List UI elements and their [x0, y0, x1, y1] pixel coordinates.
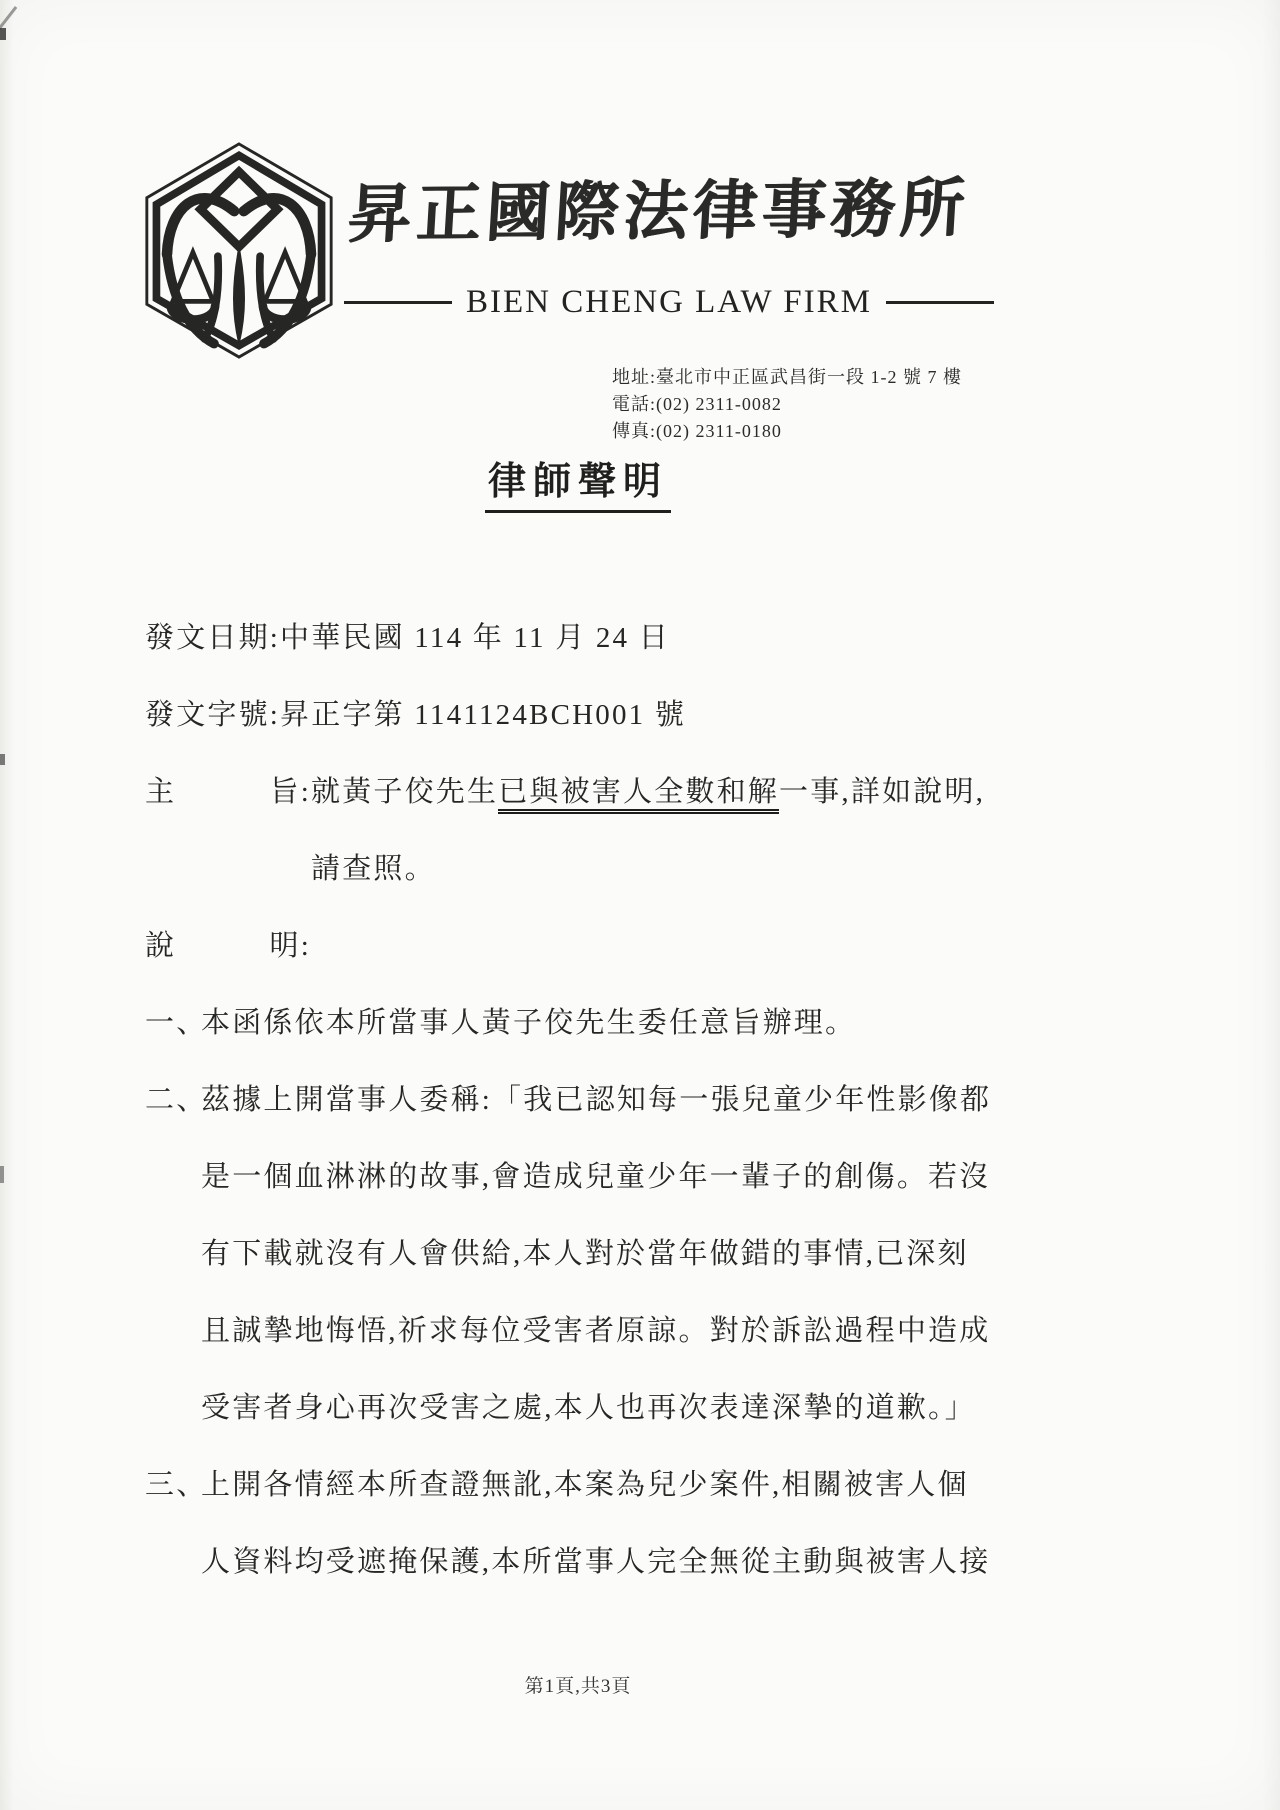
explanation-header-row	[145, 908, 1013, 985]
explanation-label-first: 說	[145, 930, 177, 962]
item-lines	[201, 1447, 1013, 1601]
statement-items	[145, 985, 1013, 1601]
item-line: 本函係依本所當事人黃子佼先生委任意旨辦理。	[201, 1007, 857, 1039]
document-title-wrap	[145, 450, 1011, 513]
statement-item	[145, 1062, 1013, 1447]
item-number: 三、	[145, 1469, 208, 1501]
subject-row	[145, 754, 1013, 831]
scan-artifact-edge	[0, 28, 6, 40]
subject-pre: 就黃子佼先生	[311, 776, 499, 808]
firm-name-english: BIEN CHENG LAW FIRM	[466, 284, 872, 320]
fax-line: 傳真:(02) 2311-0180	[612, 421, 782, 441]
scan-artifact-edge	[0, 1166, 4, 1183]
item-line: 且誠摯地悔悟,祈求每位受害者原諒。對於訴訟過程中造成	[201, 1315, 991, 1347]
statement-item	[145, 1447, 1013, 1601]
subject-label-second: 旨:	[269, 776, 311, 808]
scan-artifact-edge	[0, 754, 5, 765]
subject-label	[145, 754, 311, 831]
item-line: 有下載就沒有人會供給,本人對於當年做錯的事情,已深刻	[201, 1238, 969, 1270]
item-line: 是一個血淋淋的故事,會造成兒童少年一輩子的創傷。若沒	[201, 1161, 991, 1193]
item-line: 受害者身心再次受害之處,本人也再次表達深摯的道歉。」	[201, 1392, 976, 1424]
subject-underlined-phrase: 已與被害人全數和解	[498, 776, 779, 814]
explanation-label	[145, 908, 311, 985]
subject-second-line: 請查照。	[311, 853, 436, 885]
item-line: 人資料均受遮掩保護,本所當事人完全無從主動與被害人接	[201, 1546, 991, 1578]
right-rule-line	[886, 301, 994, 304]
firm-name-english-row	[344, 284, 994, 321]
phone-line: 電話:(02) 2311-0082	[612, 394, 782, 414]
item-number: 二、	[145, 1084, 208, 1116]
law-firm-logo-icon	[143, 141, 335, 360]
item-lines	[201, 985, 1013, 1062]
firm-name-chinese: 昇正國際法律事務所	[345, 172, 971, 251]
explanation-label-second: 明:	[269, 930, 311, 962]
left-rule-line	[344, 301, 452, 304]
item-lines	[201, 1062, 1013, 1447]
item-line: 上開各情經本所查證無訛,本案為兒少案件,相關被害人個	[201, 1469, 969, 1501]
subject-text	[311, 754, 985, 831]
document-title: 律師聲明	[485, 450, 671, 513]
issue-date-line: 發文日期:中華民國 114 年 11 月 24 日	[145, 622, 670, 654]
document-body	[145, 600, 1013, 1601]
reference-number-line: 發文字號:昇正字第 1141124BCH001 號	[145, 699, 687, 731]
statement-item	[145, 985, 1013, 1062]
contact-block	[612, 364, 962, 445]
subject-label-first: 主	[145, 776, 177, 808]
page-number-footer: 第1頁,共3頁	[524, 1676, 632, 1697]
item-number: 一、	[145, 1007, 208, 1039]
item-line: 茲據上開當事人委稱:「我已認知每一張兒童少年性影像都	[201, 1084, 992, 1116]
subject-post: 一事,詳如說明,	[779, 776, 986, 808]
scan-artifact-corner	[0, 6, 17, 30]
address-line: 地址:臺北市中正區武昌街一段 1-2 號 7 樓	[612, 367, 962, 387]
